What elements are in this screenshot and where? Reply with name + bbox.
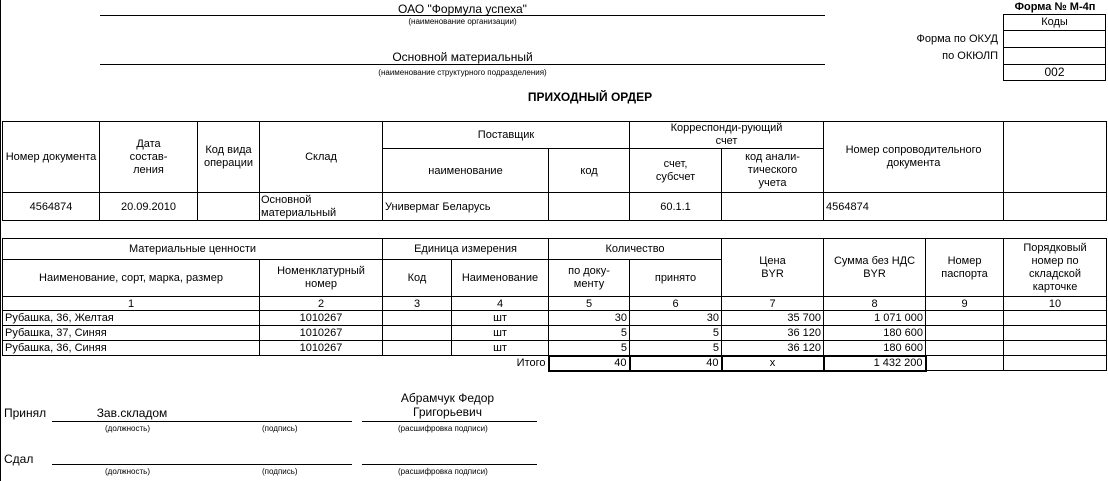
hdr-doc-no: Номер документа [3,122,100,193]
item-name: Рубашка, 37, Синяя [3,326,260,341]
table-row [3,341,1107,356]
hdr-accomp-doc: Номер сопроводительного документа [824,122,1004,193]
total-label: Итого [452,356,549,371]
form-number: Форма № М-4п [1014,1,1096,13]
item-code [383,326,452,341]
item-price: 36 120 [722,341,824,356]
total-price: x [722,356,824,371]
val-op-code [198,193,260,221]
page-edge [0,0,1,481]
handed-line [52,464,352,465]
caption-decode: (расшифровка подписи) [398,424,488,433]
item-passport [926,341,1004,356]
hdr-supplier: Поставщик [383,122,630,149]
item-accepted: 5 [630,326,722,341]
val-empty [1004,193,1107,221]
item-by-doc: 5 [549,341,630,356]
col-number: 1 [3,297,260,311]
caption-decode: (расшифровка подписи) [398,467,488,476]
hdr-account: счет, субсчет [630,149,722,193]
item-nom: 1010267 [260,326,383,341]
hdr-accepted: принято [630,260,722,297]
dept-underline [100,64,825,65]
col-number: 3 [383,297,452,311]
hdr-op-code: Код вида операции [198,122,260,193]
accepted-position: Зав.складом [96,406,168,420]
hdr-empty [1004,122,1107,193]
hdr-supplier-code: код [549,149,630,193]
page-title: ПРИХОДНЫЙ ОРДЕР [527,90,653,104]
handed-label: Сдал [4,452,34,466]
table-row [3,311,1107,326]
receipt-info-table [2,121,1107,221]
col-number: 9 [926,297,1004,311]
org-caption: (наименование организации) [408,17,517,26]
caption-signature: (подпись) [262,424,298,433]
item-sum: 180 600 [824,326,926,341]
item-accepted: 5 [630,341,722,356]
accepted-name-line [362,421,537,422]
column-numbers-row [3,297,1107,311]
hdr-date: Дата состав-ления [100,122,198,193]
val-date: 20.09.2010 [100,193,198,221]
total-sum: 1 432 200 [824,356,926,371]
val-analytic-code [722,193,824,221]
item-accepted: 30 [630,311,722,326]
hdr-unit-code: Код [383,260,452,297]
code-value: 002 [1003,64,1106,81]
val-supplier-code [549,193,630,221]
item-unit: шт [452,311,549,326]
codes-header: Коды [1003,14,1106,31]
dept-name: Основной материальный [392,50,533,64]
handed-name-line [362,464,537,465]
item-passport [926,311,1004,326]
hdr-price: Цена BYR [722,239,824,297]
hdr-warehouse: Склад [260,122,383,193]
hdr-analytic-code: код анали-тического учета [722,149,824,193]
col-number: 4 [452,297,549,311]
item-card [1004,341,1107,356]
org-name: ОАО "Формула успеха" [398,2,527,16]
hdr-unit: Единица измерения [383,239,549,260]
table-row [3,326,1107,341]
item-unit: шт [452,341,549,356]
item-price: 35 700 [722,311,824,326]
val-supplier-name: Универмаг Беларусь [383,193,549,221]
accepted-label: Принял [4,406,47,420]
col-number: 5 [549,297,630,311]
total-by-doc: 40 [549,356,630,371]
hdr-quantity: Количество [549,239,722,260]
hdr-unit-name: Наименование [452,260,549,297]
hdr-name: Наименование, сорт, марка, размер [3,260,260,297]
item-by-doc: 30 [549,311,630,326]
col-number: 2 [260,297,383,311]
caption-position: (должность) [105,467,150,476]
total-accepted: 40 [630,356,722,371]
okulp-cell [1003,47,1106,65]
item-price: 36 120 [722,326,824,341]
item-passport [926,326,1004,341]
hdr-sum: Сумма без НДС BYR [824,239,926,297]
item-name: Рубашка, 36, Желтая [3,311,260,326]
caption-position: (должность) [105,424,150,433]
item-card [1004,311,1107,326]
item-unit: шт [452,326,549,341]
col-number: 6 [630,297,722,311]
hdr-corr-account: Корреспонди-рующий счет [630,122,824,149]
accepted-name: Абрамчук Федор Григорьевич [400,391,495,419]
org-underline [100,15,825,16]
okud-cell [1003,30,1106,48]
caption-signature: (подпись) [262,467,298,476]
val-doc-no: 4564874 [3,193,100,221]
hdr-card-no: Порядковый номер по складской карточке [1004,239,1107,297]
val-accomp-doc: 4564874 [824,193,1004,221]
hdr-passport: Номер паспорта [926,239,1004,297]
hdr-nomenclature: Номенклатурный номер [260,260,383,297]
col-number: 7 [722,297,824,311]
col-number: 8 [824,297,926,311]
accepted-line [52,421,352,422]
item-nom: 1010267 [260,311,383,326]
item-sum: 180 600 [824,341,926,356]
item-code [383,311,452,326]
dept-caption: (наименование структурного подразделения) [378,68,547,77]
item-name: Рубашка, 36, Синяя [3,341,260,356]
hdr-supplier-name: наименование [383,149,549,193]
okud-label: Форма по ОКУД [916,33,998,45]
val-account: 60.1.1 [630,193,722,221]
col-number: 10 [1004,297,1107,311]
item-nom: 1010267 [260,341,383,356]
hdr-by-doc: по доку-менту [549,260,630,297]
val-warehouse: Основной материальный [260,193,383,221]
item-card [1004,326,1107,341]
total-row [3,356,1107,371]
hdr-valuables: Материальные ценности [3,239,383,260]
item-code [383,341,452,356]
item-by-doc: 5 [549,326,630,341]
item-sum: 1 071 000 [824,311,926,326]
items-table [2,238,1107,372]
okulp-label: по ОКЮЛП [942,50,998,62]
